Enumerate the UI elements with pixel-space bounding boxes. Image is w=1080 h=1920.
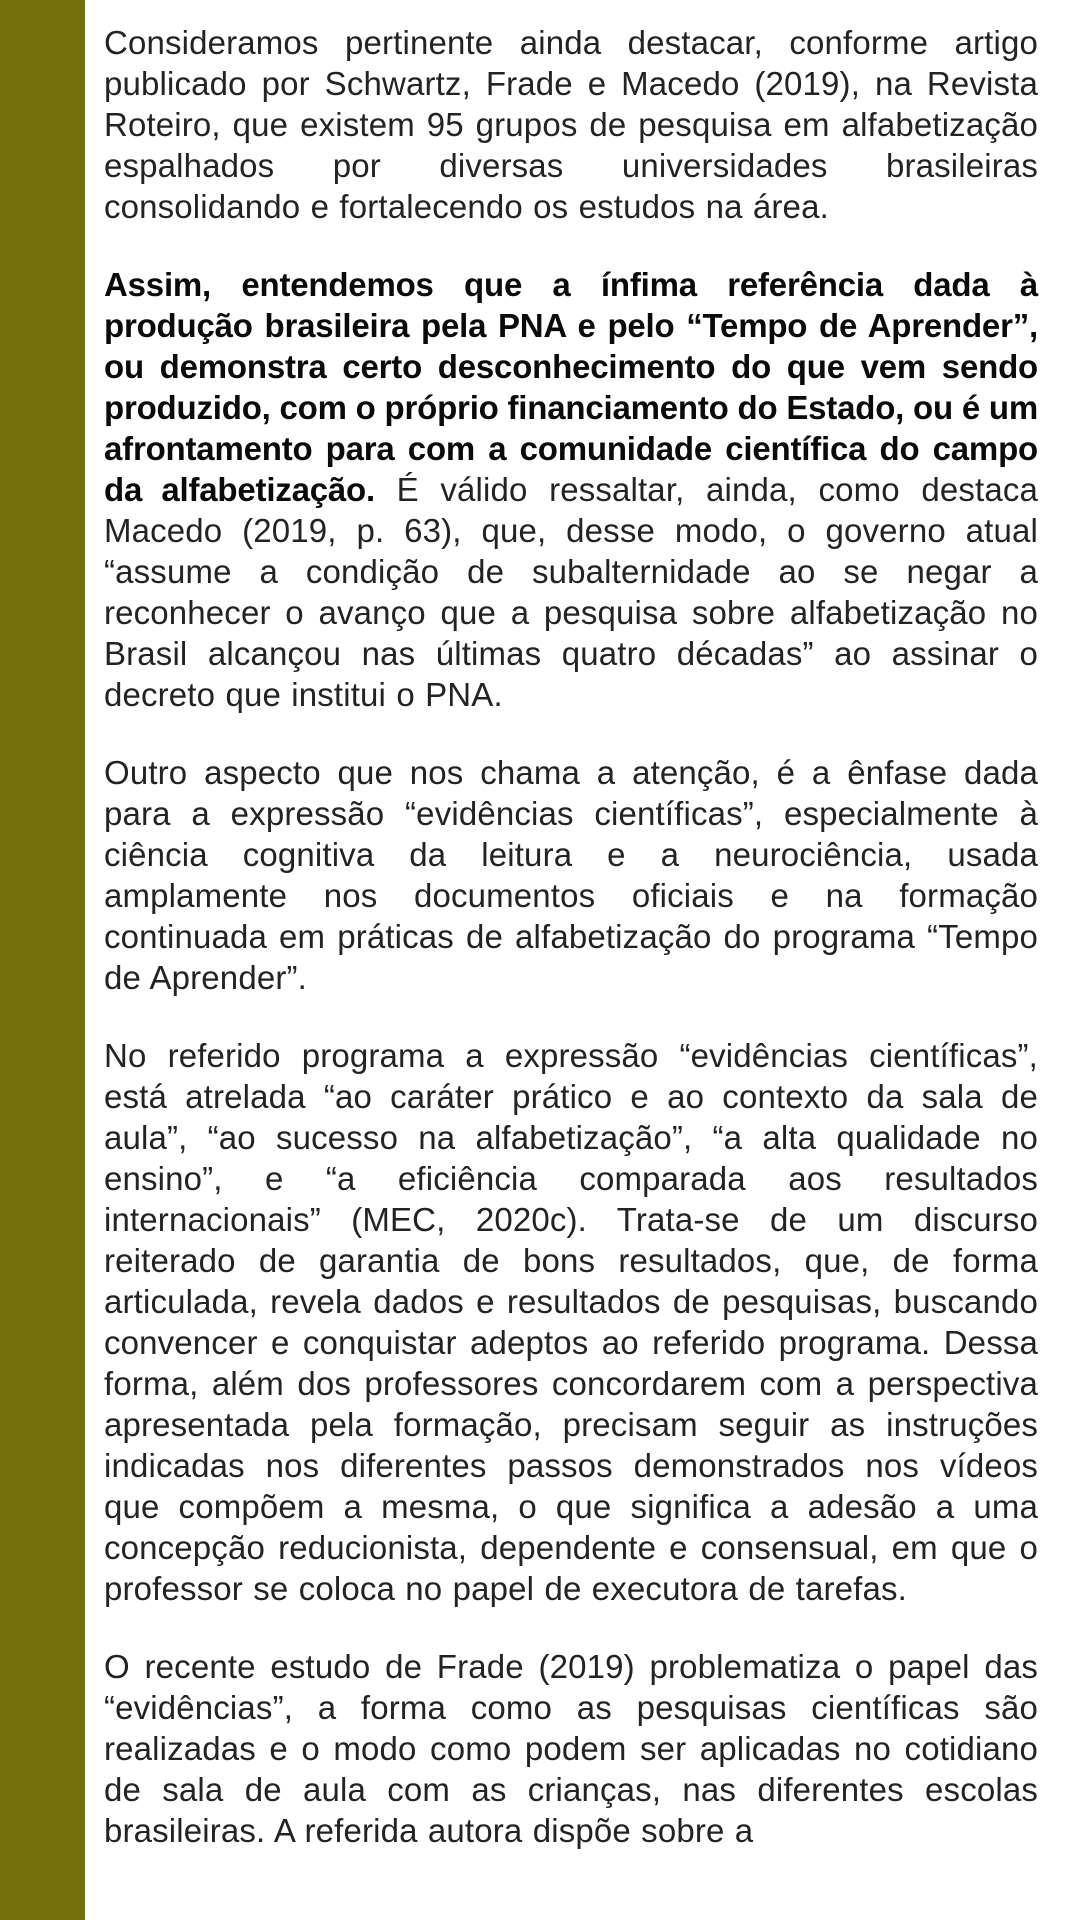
- paragraph: [104, 264, 1038, 715]
- bold-emphasis-text: Assim, entendemos que a ínfima referência dada à produção brasileira pela PNA e pelo “Tempo de Aprender”, ou demonstra certo desconhecimento do que vem sendo produzido, com o próprio financiamento do Estado, ou é um afrontamento para com a comunidade científica do campo da alfabetização.: [104, 266, 1038, 508]
- paragraph: O recente estudo de Frade (2019) problematiza o papel das “evidências”, a forma como as pesquisas científicas são realizadas e o modo como podem ser aplicadas no cotidiano de sala de aula com as crianças, nas diferentes escolas brasileiras. A referida autora dispõe sobre a: [104, 1648, 1038, 1849]
- document-page-text: [104, 0, 1038, 1888]
- paragraph: No referido programa a expressão “evidências científicas”, está atrelada “ao caráter prático e ao contexto da sala de aula”, “ao sucesso na alfabetização”, “a alta qualidade no ensino”, e “a eficiência comparada aos resultados internacionais” (MEC, 2020c). Trata-se de um discurso reiterado de garantia de bons resultados, que, de forma articulada, revela dados e resultados de pesquisas, buscando convencer e conquistar adeptos ao referido programa. Dessa forma, além dos professores concordarem com a perspectiva apresentada pela formação, precisam seguir as instruções indicadas nos diferentes passos demonstrados nos vídeos que compõem a mesma, o que significa a adesão a uma concepção reducionista, dependente e consensual, em que o professor se coloca no papel de executora de tarefas.: [104, 1037, 1038, 1607]
- paragraph: Consideramos pertinente ainda destacar, conforme artigo publicado por Schwartz, Frade e Macedo (2019), na Revista Roteiro, que existem 95 grupos de pesquisa em alfabetização espalhados por diversas universidades brasileiras consolidando e fortalecendo os estudos na área.: [104, 24, 1038, 225]
- paragraph-text: É válido ressaltar, ainda, como destaca Macedo (2019, p. 63), que, desse modo, o governo atual “assume a condição de subalternidade ao se negar a reconhecer o avanço que a pesquisa sobre alfabetização no Brasil alcançou nas últimas quatro décadas” ao assinar o decreto que institui o PNA.: [104, 471, 1038, 713]
- paragraph: Outro aspecto que nos chama a atenção, é a ênfase dada para a expressão “evidências científicas”, especialmente à ciência cognitiva da leitura e a neurociência, usada amplamente nos documentos oficiais e na formação continuada em práticas de alfabetização do programa “Tempo de Aprender”.: [104, 754, 1038, 996]
- left-accent-bar: [0, 0, 85, 1920]
